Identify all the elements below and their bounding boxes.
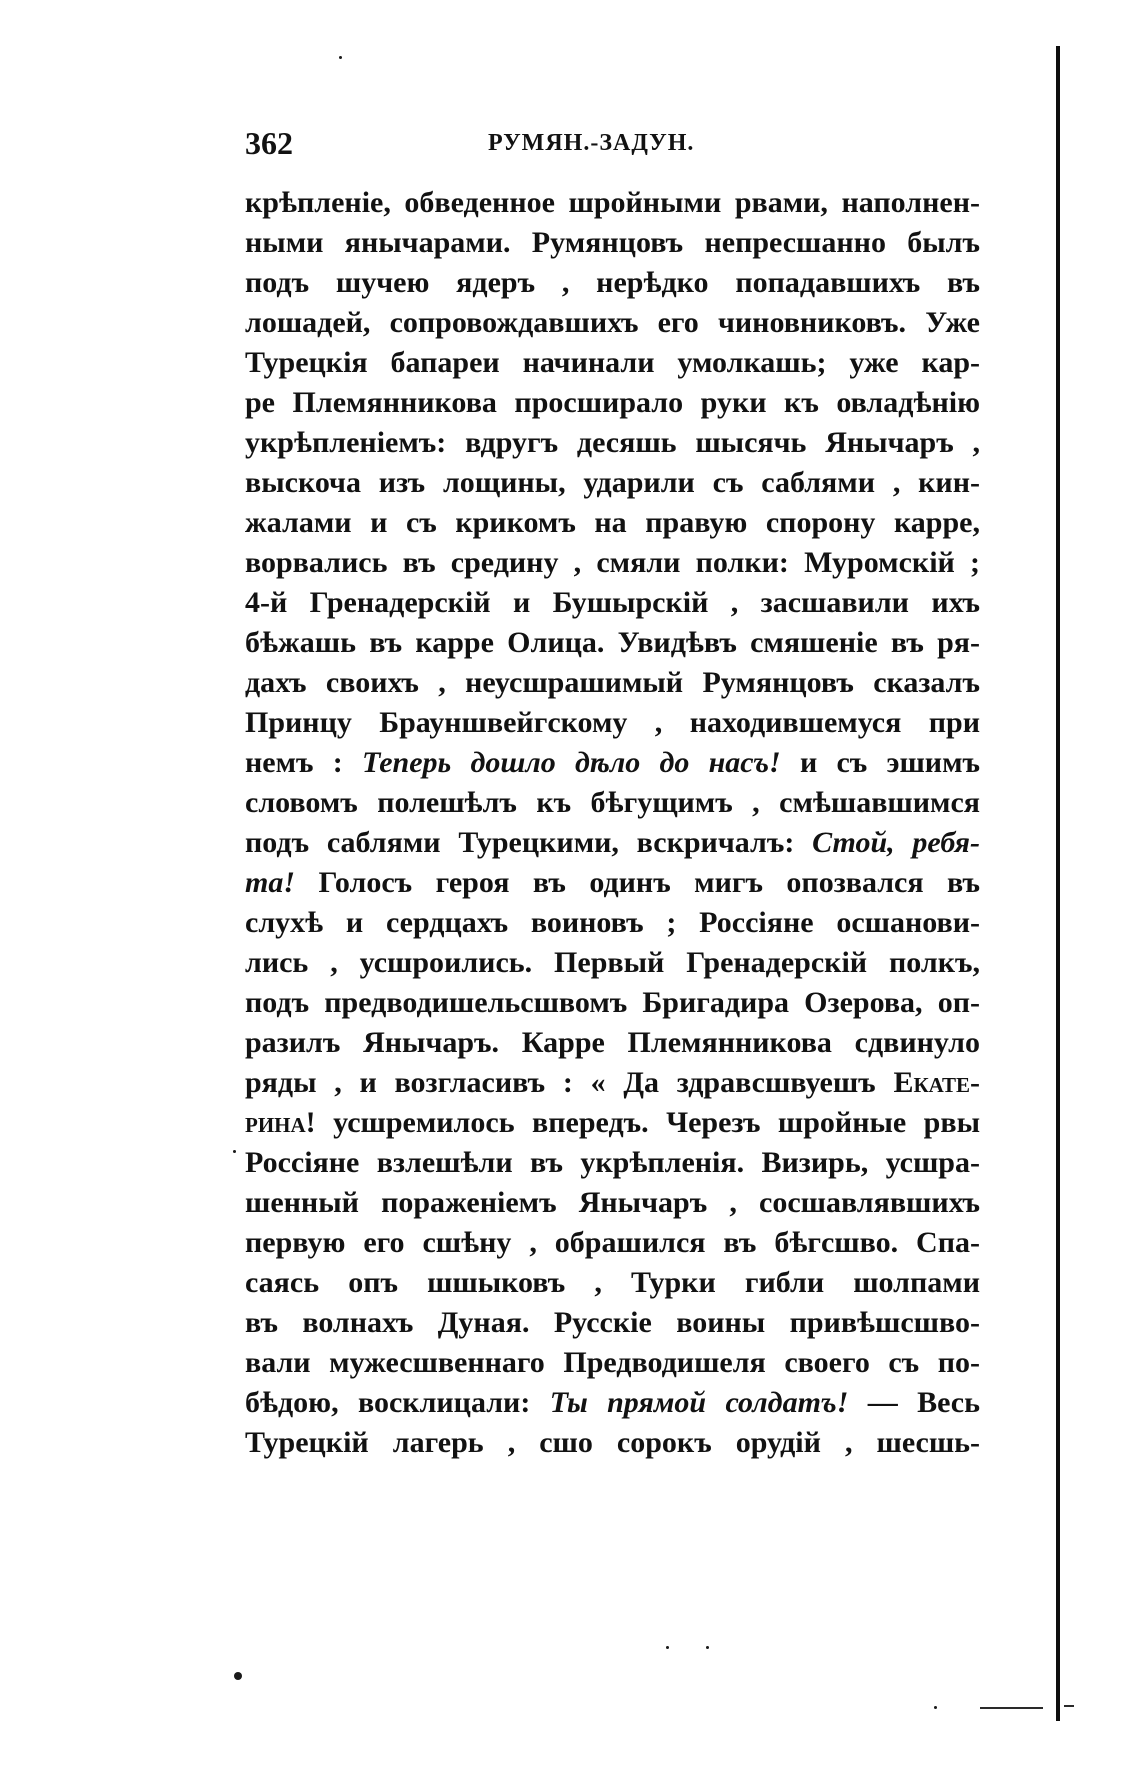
text-line [245, 263, 980, 303]
text-line-content [245, 1306, 980, 1339]
text-line [245, 1023, 980, 1063]
text-line [245, 1103, 980, 1143]
scan-speck [934, 1706, 937, 1709]
scan-dash [1064, 1705, 1074, 1707]
page-number: 362 [245, 125, 293, 161]
text-segment: укрѣпленіемъ: вдругъ десяшь шысячь Янычаръ , [245, 426, 980, 459]
text-segment: первую его сшѣну , обрашился въ бѣгсшво. Спа- [245, 1226, 980, 1259]
text-segment: разилъ Янычаръ. Карре Племянникова сдвинуло [245, 1026, 980, 1059]
text-line [245, 1303, 980, 1343]
text-line [245, 703, 980, 743]
small-caps-text-segment: Екате- [893, 1066, 980, 1099]
text-segment: подъ шучею ядеръ , нерѣдко попадавшихъ въ [245, 266, 980, 299]
text-line [245, 543, 980, 583]
text-line-content [245, 1266, 980, 1299]
text-line [245, 183, 980, 223]
text-line-content [245, 626, 980, 659]
body-text [245, 183, 980, 1463]
text-segment: — Весь [848, 1386, 980, 1419]
text-line-content [245, 226, 980, 259]
text-line-content [245, 386, 980, 419]
text-line [245, 1343, 980, 1383]
text-line [245, 503, 980, 543]
text-line [245, 823, 980, 863]
text-line-content [245, 1026, 980, 1059]
text-line-content [245, 426, 980, 459]
text-line-content [245, 346, 980, 379]
text-line-content [245, 266, 980, 299]
text-segment: словомъ полешѣлъ къ бѣгущимъ , смѣшавшимся [245, 786, 980, 819]
text-segment: Турецкій лагерь , сшо сорокъ орудій , шесшь- [245, 1426, 980, 1459]
text-line-content [245, 186, 980, 219]
text-segment: ворвались въ средину , смяли полки: Муромскій ; [245, 546, 980, 579]
text-line-content [245, 666, 980, 699]
text-segment: Россіяне взлешѣли въ укрѣпленія. Визирь, усшра- [245, 1146, 980, 1179]
text-line [245, 423, 980, 463]
running-title: РУМЯН.-ЗАДУН. [488, 130, 695, 156]
text-line [245, 983, 980, 1023]
scan-speck [666, 1646, 669, 1649]
text-line [245, 1383, 980, 1423]
text-line [245, 1183, 980, 1223]
text-line-content [245, 1066, 980, 1099]
text-line-content [245, 1346, 980, 1379]
scan-speck [706, 1646, 709, 1649]
text-segment: дахъ своихъ , неусшрашимый Румянцовъ сказалъ [245, 666, 980, 699]
text-line-content [245, 586, 980, 619]
text-line [245, 783, 980, 823]
text-line-content [245, 506, 980, 539]
text-line [245, 903, 980, 943]
scan-bullet [234, 1672, 242, 1680]
text-line [245, 623, 980, 663]
text-line-content [245, 466, 980, 499]
text-segment: лошадей, сопровождавшихъ его чиновниковъ. Уже [245, 306, 980, 339]
text-line-content [245, 946, 980, 979]
text-line [245, 1143, 980, 1183]
text-segment: ными янычарами. Румянцовъ непресшанно былъ [245, 226, 980, 259]
text-line [245, 463, 980, 503]
text-line-content [245, 1146, 980, 1179]
text-segment: въ волнахъ Дуная. Русскіе воины привѣшсшво- [245, 1306, 980, 1339]
text-segment: шенный пораженіемъ Янычаръ , сосшавлявшихъ [245, 1186, 980, 1219]
text-line [245, 303, 980, 343]
text-line-content [245, 746, 980, 779]
text-line [245, 1223, 980, 1263]
text-segment: усшремилось впередъ. Черезъ шройные рвы [315, 1106, 980, 1139]
text-line-content [245, 1386, 980, 1419]
text-segment: бѣдою, восклицали: [245, 1386, 550, 1419]
text-line [245, 743, 980, 783]
text-segment: Принцу Брауншвейгскому , находившемуся при [245, 706, 980, 739]
scan-dash [980, 1707, 1043, 1709]
italic-text-segment: Ты прямой солдатъ! [549, 1386, 849, 1419]
text-line-content [245, 1226, 980, 1259]
text-segment: ре Племянникова просширало руки къ овладѣнію [245, 386, 980, 419]
text-line [245, 663, 980, 703]
text-line-content [245, 1186, 980, 1219]
text-line-content [245, 546, 980, 579]
text-segment: подъ саблями Турецкими, вскричалъ: [245, 826, 813, 859]
text-line-content [245, 866, 980, 899]
text-line [245, 943, 980, 983]
text-line-content [245, 706, 980, 739]
text-line-content [245, 826, 980, 859]
italic-text-segment: Теперь дошло дѣло до насъ! [362, 746, 781, 779]
text-line-content [245, 906, 980, 939]
text-line-content [245, 986, 980, 1019]
text-line [245, 343, 980, 383]
text-segment: выскоча изъ лощины, ударили съ саблями , кин- [245, 466, 980, 499]
text-line-content [245, 786, 980, 819]
text-segment: ряды , и возгласивъ : « Да здравсшвуешъ [245, 1066, 894, 1099]
text-segment: подъ предводишельсшвомъ Бригадира Озерова, оп- [245, 986, 980, 1019]
text-line [245, 583, 980, 623]
text-line [245, 223, 980, 263]
text-line [245, 383, 980, 423]
text-line [245, 863, 980, 903]
text-line-content [245, 306, 980, 339]
scan-speck [233, 1150, 236, 1153]
text-line [245, 1263, 980, 1303]
italic-text-segment: Стой, ребя- [812, 826, 980, 859]
text-segment: слухѣ и сердцахъ воиновъ ; Россіяне осшанови- [245, 906, 980, 939]
text-line [245, 1423, 980, 1463]
text-segment: бѣжашь въ карре Олица. Увидѣвъ смяшеніе въ ря- [245, 626, 980, 659]
text-segment: и съ эшимъ [780, 746, 981, 779]
text-segment: немъ : [245, 746, 362, 779]
text-segment: жалами и съ крикомъ на правую спорону карре, [245, 506, 980, 539]
text-segment: Голосъ героя въ одинъ мигъ опозвался въ [295, 866, 980, 899]
text-segment: 4-й Гренадерскій и Бушырскій , засшавили ихъ [245, 586, 980, 619]
text-line-content [245, 1426, 980, 1459]
text-segment: вали мужесшвеннаго Предводишеля своего съ по- [245, 1346, 980, 1379]
text-segment: крѣпленіе, обведенное шройными рвами, наполнен- [245, 186, 980, 219]
text-segment: саясь опъ шшыковъ , Турки гибли шолпами [245, 1266, 980, 1299]
scan-speck [339, 56, 342, 59]
text-line [245, 1063, 980, 1103]
text-segment: Турецкія бапареи начинали умолкашь; уже кар- [245, 346, 980, 379]
page-edge-line [1056, 46, 1060, 1721]
text-segment: лись , усшроились. Первый Гренадерскій полкъ, [245, 946, 980, 979]
small-caps-text-segment: рина! [245, 1106, 316, 1139]
text-line-content [245, 1106, 980, 1139]
italic-text-segment: та! [245, 866, 296, 899]
